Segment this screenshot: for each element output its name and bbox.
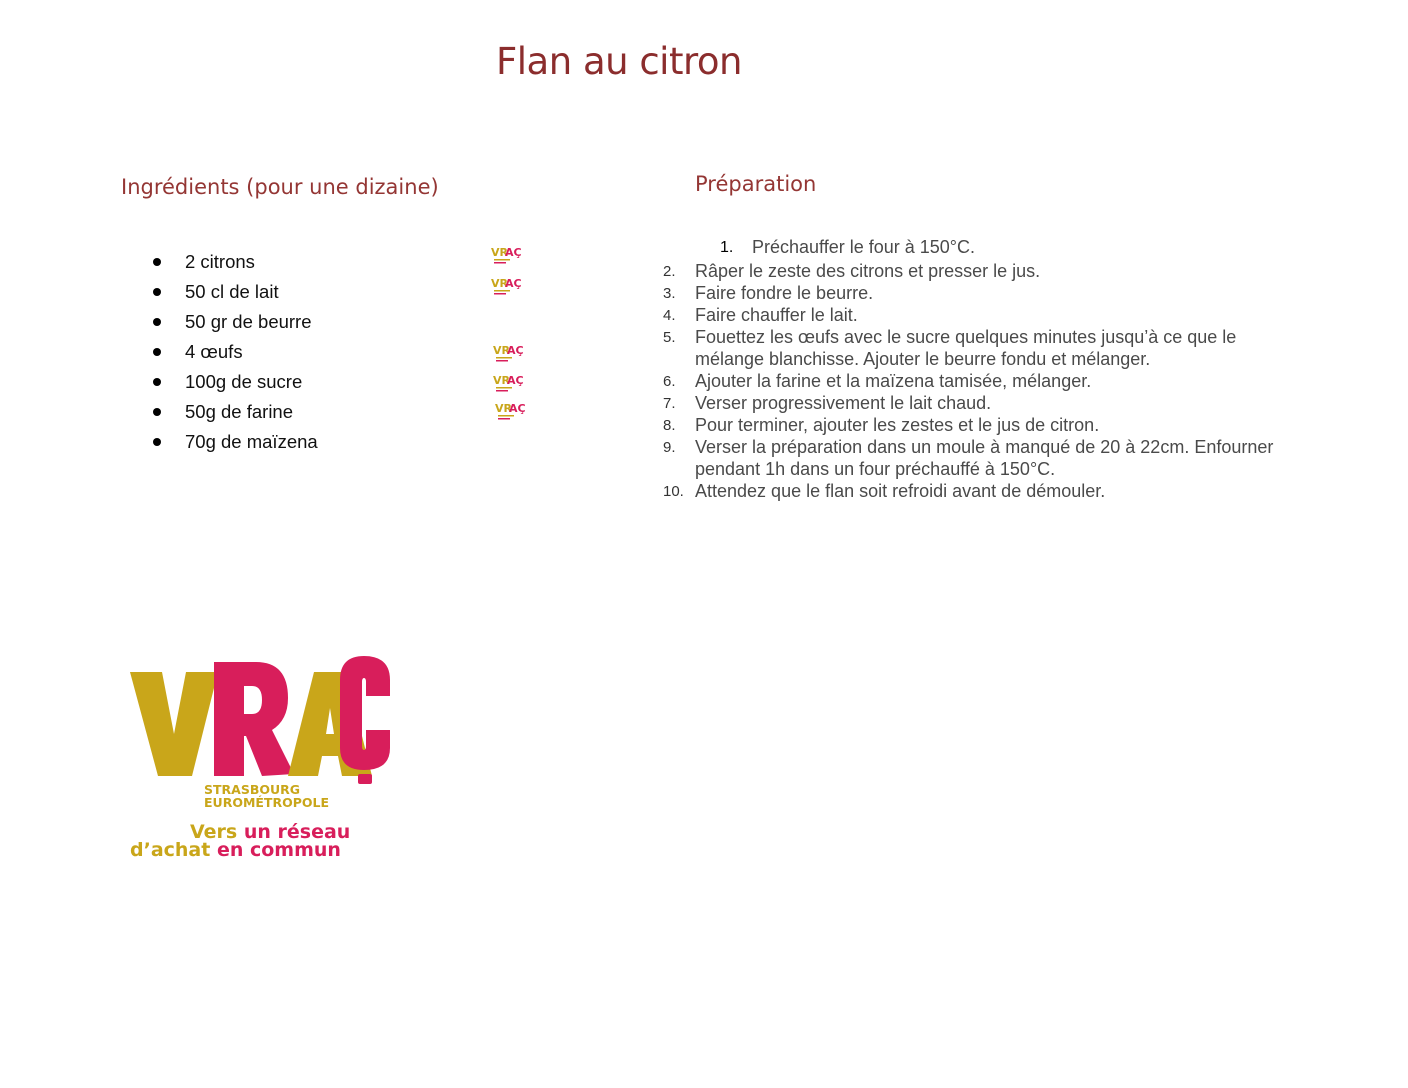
step-item (660, 436, 1310, 480)
bullet-icon (153, 288, 161, 296)
ingredient-text: 50 gr de beurre (185, 311, 312, 332)
step-item (660, 392, 1310, 414)
svg-text:VR: VR (491, 277, 508, 290)
ingredient-text: 4 œufs (185, 341, 243, 362)
ingredient-text: 50 cl de lait (185, 281, 279, 302)
logo-tagline-achat: d’achat (130, 839, 211, 861)
recipe-title: Flan au citron (496, 40, 742, 83)
ingredient-item (150, 278, 318, 308)
step-item (660, 260, 1310, 282)
step-number: 10. (663, 483, 684, 500)
step-text: Verser progressivement le lait chaud. (695, 393, 992, 413)
preparation-heading: Préparation (695, 172, 817, 196)
step-text: Faire chauffer le lait. (695, 305, 858, 325)
step-item (660, 282, 1310, 304)
step-text: Ajouter la farine et la maïzena tamisée, mélanger. (695, 371, 1092, 391)
step-item (660, 304, 1310, 326)
bullet-icon (153, 438, 161, 446)
step-item (660, 236, 1310, 258)
svg-text:VR: VR (493, 374, 510, 387)
step-number: 6. (663, 373, 676, 390)
step-number: 4. (663, 307, 676, 324)
ingredient-text: 50g de farine (185, 401, 294, 422)
logo-line1: STRASBOURG (204, 782, 301, 797)
svg-text:AÇ: AÇ (507, 374, 524, 387)
ingredient-item (150, 368, 318, 398)
step-text: Pour terminer, ajouter les zestes et le jus de citron. (695, 415, 1100, 435)
svg-text:AÇ: AÇ (509, 402, 526, 415)
vrac-mini-logo-icon (490, 244, 522, 266)
step-number: 1. (720, 239, 734, 256)
step-text: Attendez que le flan soit refroidi avant de démouler. (695, 481, 1106, 501)
bullet-icon (153, 378, 161, 386)
step-text: Fouettez les œufs avec le sucre quelques minutes jusqu’à ce que le mélange blanchisse. Ajouter le beurre fondu et mélanger. (695, 327, 1237, 369)
bullet-icon (153, 408, 161, 416)
logo-tagline-reseau: un réseau (243, 821, 351, 843)
vrac-mini-logo-icon (494, 400, 526, 422)
step-item (660, 480, 1310, 502)
svg-text:VR: VR (493, 344, 510, 357)
logo-r-shape (214, 662, 294, 776)
ingredient-item (150, 338, 318, 368)
step-number: 8. (663, 417, 676, 434)
vrac-mini-logo-icon (490, 275, 522, 297)
logo-v-shape (130, 672, 218, 776)
vrac-mini-logo-icon (492, 372, 524, 394)
vrac-mini-logo-icon (492, 342, 524, 364)
step-text: Préchauffer le four à 150°C. (752, 237, 975, 257)
logo-tagline-commun: en commun (216, 839, 341, 861)
step-text: Faire fondre le beurre. (695, 283, 874, 303)
vrac-logo (128, 650, 394, 862)
step-number: 7. (663, 395, 676, 412)
ingredient-item (150, 248, 318, 278)
logo-tagline-vers: Vers (190, 821, 238, 843)
step-text: Râper le zeste des citrons et presser le jus. (695, 261, 1041, 281)
step-number: 5. (663, 329, 676, 346)
ingredient-item (150, 428, 318, 458)
logo-c-shape (340, 656, 390, 770)
bullet-icon (153, 318, 161, 326)
step-number: 2. (663, 263, 676, 280)
step-item (660, 370, 1310, 392)
svg-text:AÇ: AÇ (507, 344, 524, 357)
svg-text:AÇ: AÇ (505, 246, 522, 259)
svg-text:AÇ: AÇ (505, 277, 522, 290)
step-number: 3. (663, 285, 676, 302)
svg-text:VR: VR (491, 246, 508, 259)
step-number: 9. (663, 439, 676, 456)
bullet-icon (153, 348, 161, 356)
ingredients-heading: Ingrédients (pour une dizaine) (121, 175, 439, 199)
logo-tagline-2 (130, 839, 341, 861)
step-item (660, 414, 1310, 436)
svg-text:VR: VR (495, 402, 512, 415)
ingredient-item (150, 398, 318, 428)
logo-cedilla-shape (358, 774, 372, 784)
ingredient-item (150, 308, 318, 338)
logo-line2: EUROMÉTROPOLE (204, 795, 329, 810)
preparation-steps (660, 236, 1310, 502)
step-item (660, 326, 1310, 370)
ingredient-text: 2 citrons (185, 251, 255, 272)
ingredient-text: 100g de sucre (185, 371, 303, 392)
bullet-icon (153, 258, 161, 266)
ingredient-text: 70g de maïzena (185, 431, 318, 452)
ingredients-list (150, 248, 318, 458)
step-text: Verser la préparation dans un moule à manqué de 20 à 22cm. Enfourner pendant 1h dans un four préchauffé à 150°C. (695, 437, 1274, 479)
